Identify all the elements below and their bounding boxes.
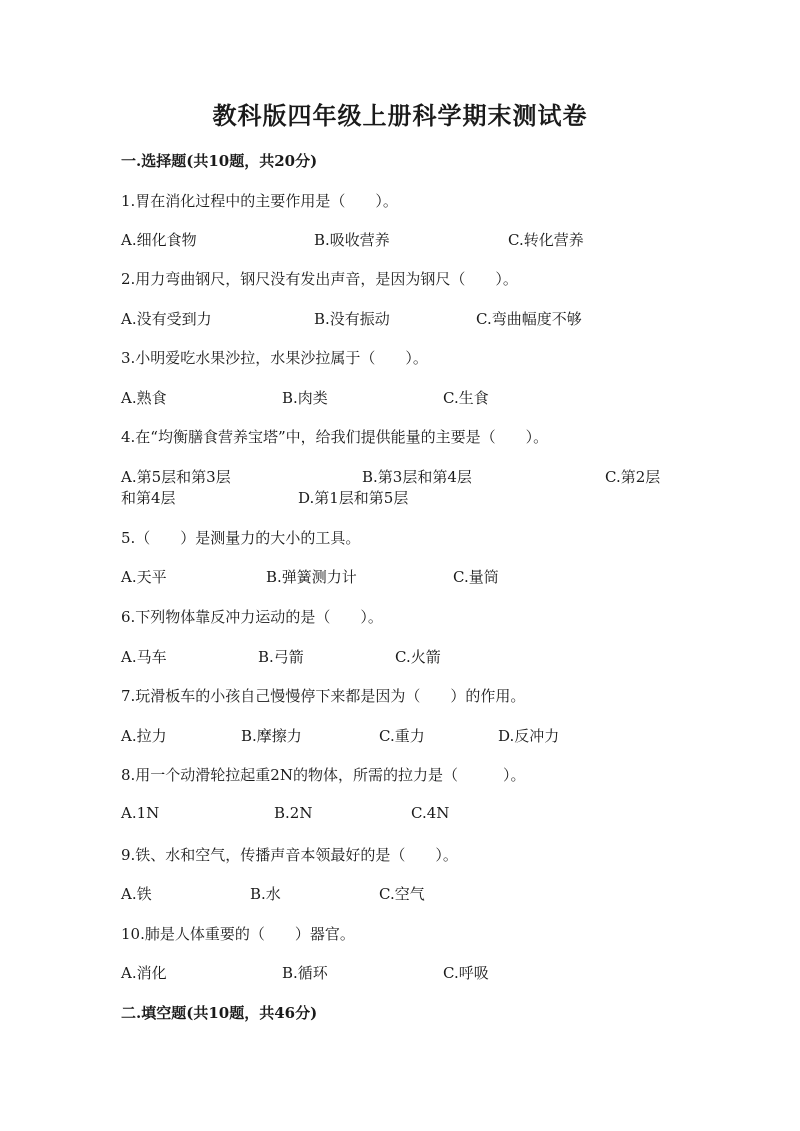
q10-option-a: A.消化 xyxy=(121,964,167,982)
q5-option-c: C.量筒 xyxy=(453,568,499,586)
q10-option-c: C.呼吸 xyxy=(443,964,489,982)
question-5: 5.（ ）是测量力的大小的工具。 xyxy=(121,529,361,547)
question-2: 2.用力弯曲钢尺，钢尺没有发出声音，是因为钢尺（ ）。 xyxy=(121,270,518,288)
section-heading-fill-in: 二.填空题(共10题，共46分) xyxy=(121,1004,318,1022)
question-7: 7.玩滑板车的小孩自己慢慢停下来都是因为（ ）的作用。 xyxy=(121,687,526,705)
question-1: 1.胃在消化过程中的主要作用是（ ）。 xyxy=(121,192,398,210)
q1-option-a: A.细化食物 xyxy=(121,231,197,249)
q3-option-b: B.肉类 xyxy=(282,389,328,407)
question-10: 10.肺是人体重要的（ ）器官。 xyxy=(121,925,355,943)
q8-option-b: B.2N xyxy=(274,804,313,822)
q7-option-b: B.摩擦力 xyxy=(241,727,302,745)
q7-option-a: A.拉力 xyxy=(121,727,167,745)
question-4: 4.在“均衡膳食营养宝塔”中，给我们提供能量的主要是（ ）。 xyxy=(121,428,549,446)
question-3: 3.小明爱吃水果沙拉，水果沙拉属于（ ）。 xyxy=(121,349,428,367)
q4-option-b: B.第3层和第4层 xyxy=(362,468,472,486)
q4-option-a: A.第5层和第3层 xyxy=(121,468,231,486)
q8-option-a: A.1N xyxy=(121,804,160,822)
q10-option-b: B.循环 xyxy=(282,964,328,982)
exam-title: 教科版四年级上册科学期末测试卷 xyxy=(212,101,588,130)
q3-option-a: A.熟食 xyxy=(121,389,167,407)
q4-option-c: C.第2层 xyxy=(605,468,661,486)
q6-option-b: B.弓箭 xyxy=(258,648,304,666)
question-6: 6.下列物体靠反冲力运动的是（ ）。 xyxy=(121,608,383,626)
question-9: 9.铁、水和空气，传播声音本领最好的是（ ）。 xyxy=(121,846,458,864)
section-heading-multiple-choice: 一.选择题(共10题，共20分) xyxy=(121,152,318,170)
q1-option-b: B.吸收营养 xyxy=(314,231,390,249)
q2-option-a: A.没有受到力 xyxy=(121,310,212,328)
q7-option-c: C.重力 xyxy=(379,727,425,745)
q9-option-a: A.铁 xyxy=(121,885,152,903)
q3-option-c: C.生食 xyxy=(443,389,489,407)
q4-option-d: D.第1层和第5层 xyxy=(298,489,409,507)
q5-option-b: B.弹簧测力计 xyxy=(266,568,357,586)
q2-option-b: B.没有振动 xyxy=(314,310,390,328)
question-8: 8.用一个动滑轮拉起重2N的物体，所需的拉力是（ ）。 xyxy=(121,766,526,784)
q8-option-c: C.4N xyxy=(411,804,450,822)
q2-option-c: C.弯曲幅度不够 xyxy=(476,310,582,328)
q6-option-c: C.火箭 xyxy=(395,648,441,666)
q9-option-b: B.水 xyxy=(250,885,281,903)
q4-option-c-continued: 和第4层 xyxy=(121,489,176,507)
q5-option-a: A.天平 xyxy=(121,568,167,586)
q7-option-d: D.反冲力 xyxy=(498,727,560,745)
q9-option-c: C.空气 xyxy=(379,885,425,903)
q1-option-c: C.转化营养 xyxy=(508,231,584,249)
q6-option-a: A.马车 xyxy=(121,648,167,666)
